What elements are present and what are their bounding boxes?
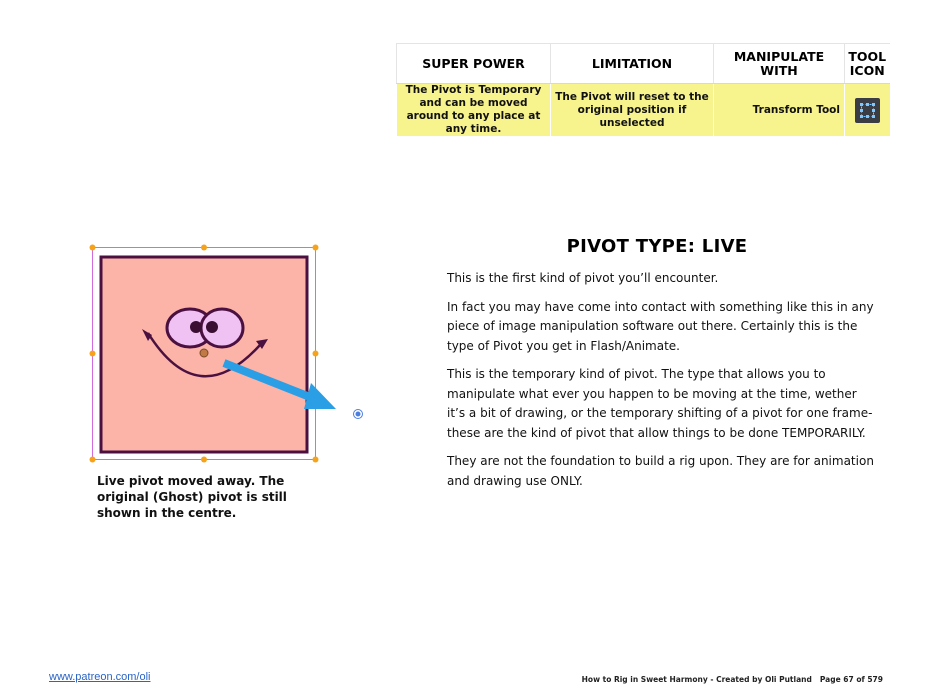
illustration-caption: Live pivot moved away. The original (Ghost) pivot is still shown in the centre. bbox=[97, 474, 287, 520]
live-pivot-illustration bbox=[88, 243, 378, 468]
header-manipulate-with: MANIPULATE WITH bbox=[714, 44, 845, 84]
paragraph: This is the temporary kind of pivot. The type that allows you to manipulate what ever you happen to be moving at the time, wether it’s a bit of drawing, or the temporary shifting of a pivot for one frame- these are the kind of pivot that allow things to be done TEMPORARILY. bbox=[447, 367, 873, 440]
paragraph: This is the first kind of pivot you’ll encounter. bbox=[447, 271, 719, 285]
page-number: Page 67 of 579 bbox=[819, 675, 883, 684]
header-super-power: SUPER POWER bbox=[397, 44, 551, 84]
header-tool-icon: TOOL ICON bbox=[845, 44, 890, 84]
table-row bbox=[397, 84, 890, 137]
live-pivot bbox=[354, 410, 363, 419]
cell-super-power: The Pivot is Temporary and can be moved around to any place at any time. bbox=[397, 84, 551, 137]
page-title: PIVOT TYPE: LIVE bbox=[566, 236, 748, 257]
credit-text: How to Rig in Sweet Harmony - Created by Oli Putland bbox=[581, 675, 812, 684]
cell-tool-icon bbox=[845, 84, 890, 137]
paragraph: In fact you may have come into contact with something like this in any piece of image manipulation software out there. Certainly this is the type of Pivot you get in Flash/Animate. bbox=[447, 299, 874, 353]
footer-credit bbox=[582, 675, 883, 684]
transform-tool-icon bbox=[855, 98, 880, 123]
paragraph: They are not the foundation to build a rig upon. They are for animation and drawing use ONLY. bbox=[447, 454, 874, 488]
pivot-properties-table bbox=[396, 43, 890, 136]
patreon-link[interactable]: www.patreon.com/oli bbox=[49, 671, 151, 683]
cell-limitation: The Pivot will reset to the original position if unselected bbox=[551, 84, 714, 137]
cell-manipulate-with: Transform Tool bbox=[714, 84, 845, 137]
ghost-pivot bbox=[200, 349, 208, 357]
body-text bbox=[447, 269, 877, 500]
header-limitation: LIMITATION bbox=[551, 44, 714, 84]
